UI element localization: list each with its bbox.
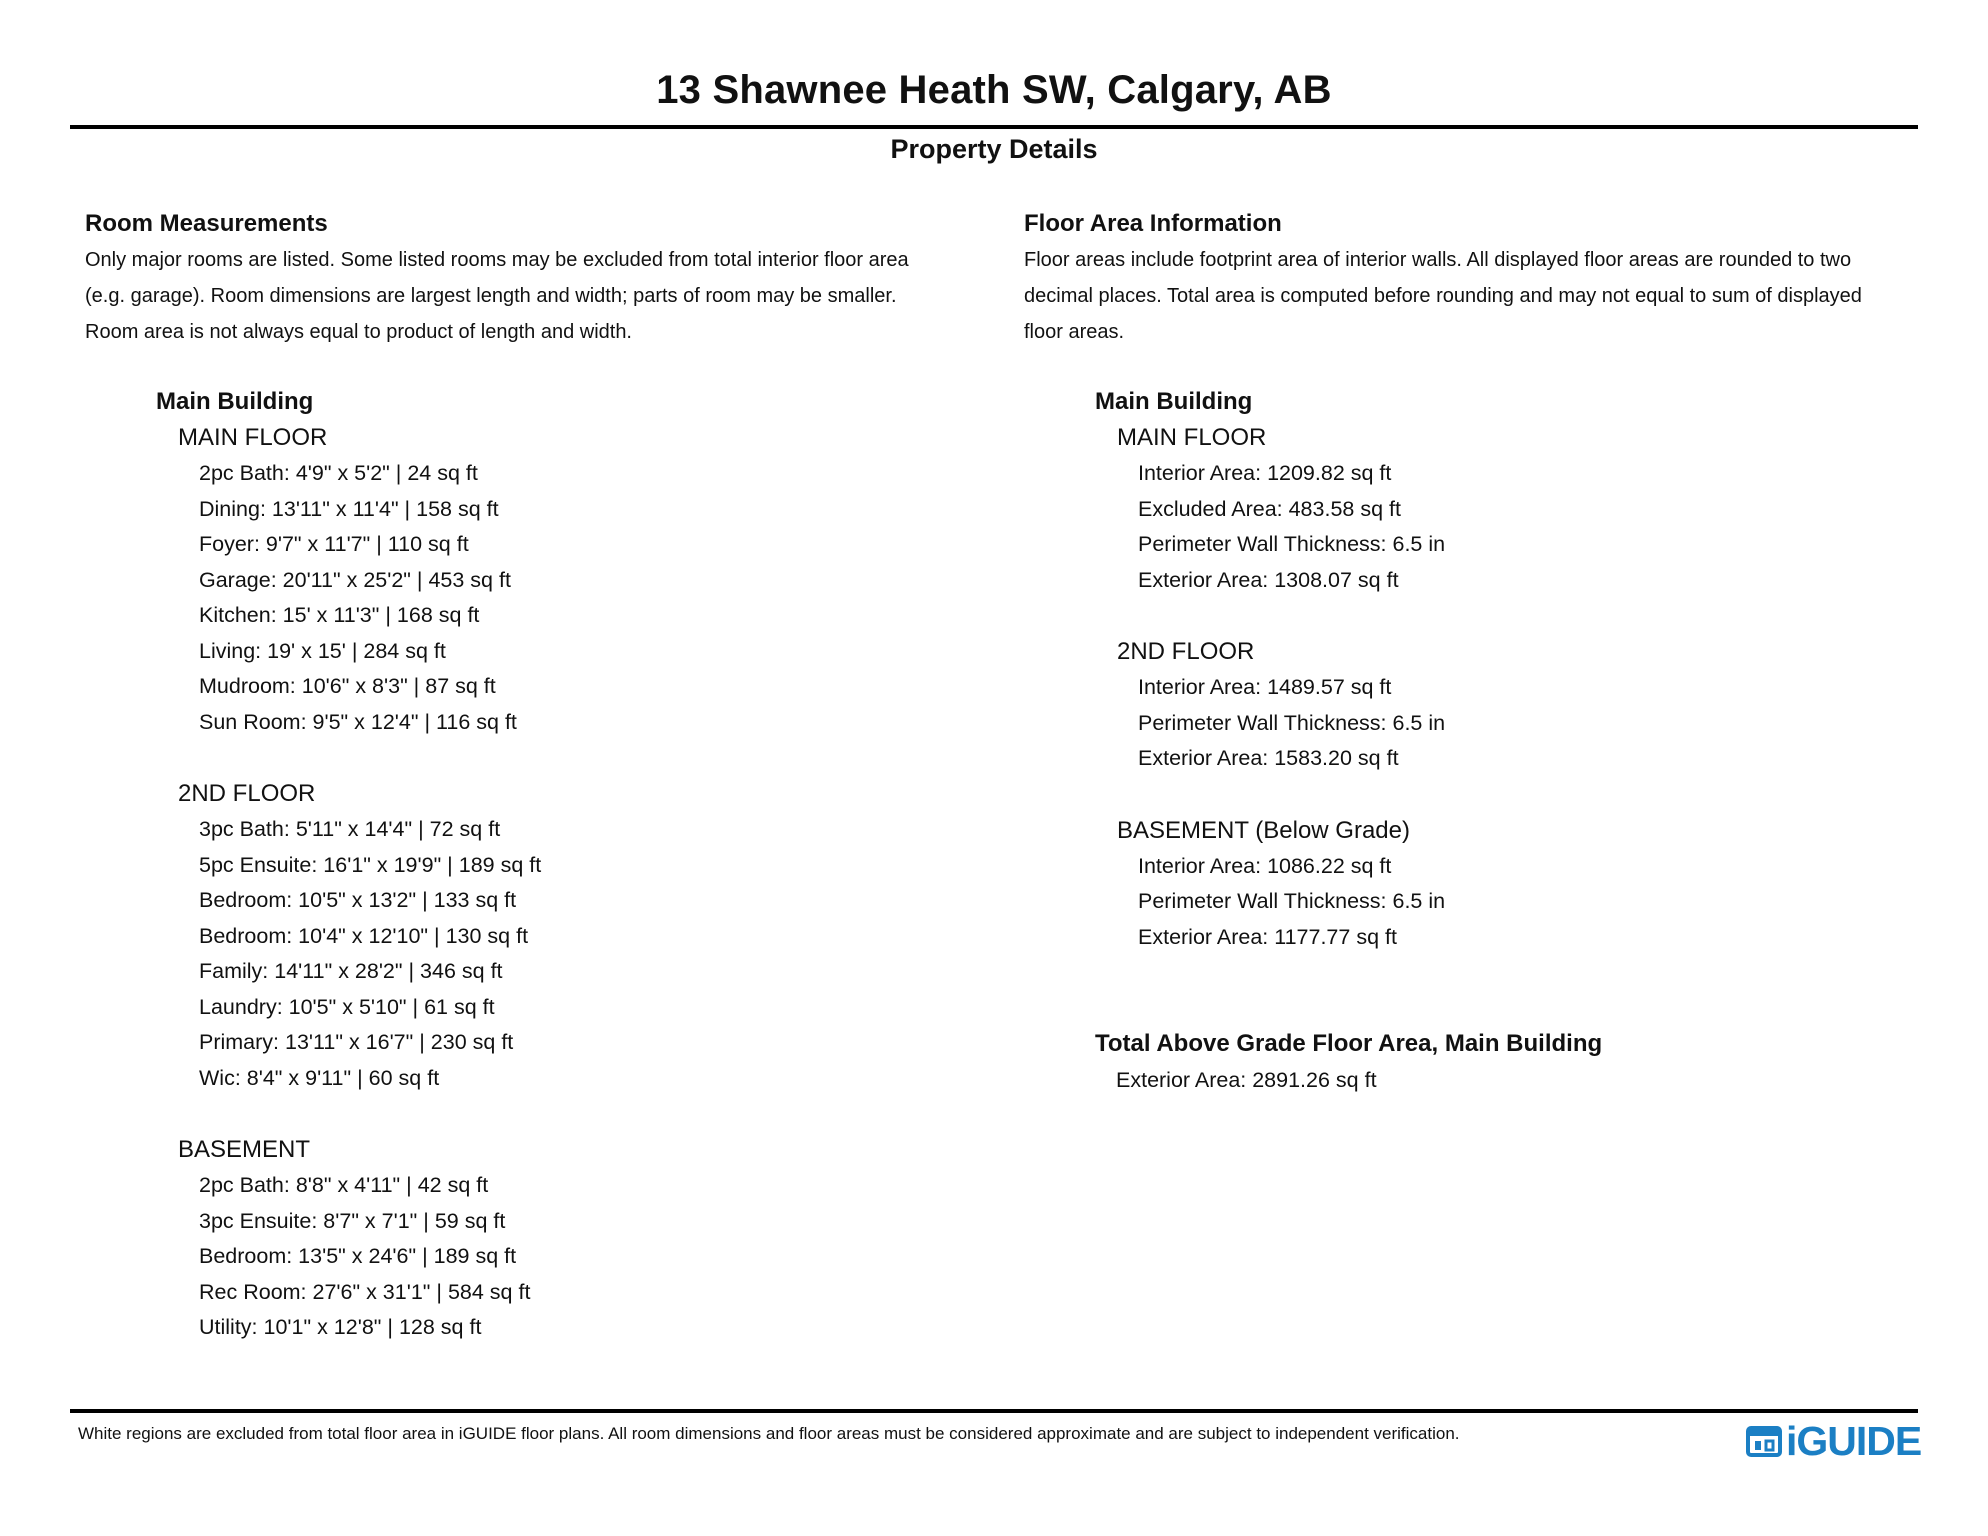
area-item: Exterior Area: 1177.77 sq ft [1138,924,1397,949]
area-item: Perimeter Wall Thickness: 6.5 in [1138,889,1446,913]
area-list [1117,849,1924,956]
room-item: Primary: 13'11" x 16'7" | 230 sq ft [199,1030,514,1054]
room-item: Rec Room: 27'6" x 31'1" | 584 sq ft [199,1279,531,1304]
room-item: Living: 19' x 15' | 284 sq ft [199,638,446,663]
area-item: Exterior Area: 1308.07 sq ft [1138,567,1399,592]
room-item: Sun Room: 9'5" x 12'4" | 116 sq ft [199,709,517,734]
floor-area-heading: Floor Area Information [1024,210,1282,237]
room-item: Bedroom: 10'5" x 13'2" | 133 sq ft [199,888,517,912]
room-item: Laundry: 10'5" x 5'10" | 61 sq ft [199,994,495,1019]
room-item: Bedroom: 10'4" x 12'10" | 130 sq ft [199,923,529,948]
room-item: 5pc Ensuite: 16'1" x 19'9" | 189 sq ft [199,852,542,877]
iguide-logo-icon [1746,1424,1782,1458]
page-subtitle: Property Details [890,134,1098,164]
room-item: 3pc Bath: 5'11" x 14'4" | 72 sq ft [199,817,501,841]
total-area-block [1095,1026,1924,1098]
area-list [1117,456,1924,598]
room-item: Family: 14'11" x 28'2" | 346 sq ft [199,959,503,983]
area-item: Interior Area: 1209.82 sq ft [1138,461,1392,485]
floor-heading: BASEMENT (Below Grade) [1117,816,1410,844]
room-item: Kitchen: 15' x 11'3" | 168 sq ft [199,603,480,627]
area-list [1117,670,1924,777]
area-floor-second [1117,634,1924,777]
floor-main [178,420,985,740]
area-item: Interior Area: 1489.57 sq ft [1138,675,1392,699]
room-item: Dining: 13'11" x 11'4" | 158 sq ft [199,496,499,521]
total-area-value: Exterior Area: 2891.26 sq ft [1116,1068,1377,1092]
floor-basement [178,1132,985,1346]
room-building-block [85,384,985,1346]
floor-area-section [1024,206,1924,1098]
header-divider [70,125,1918,129]
room-measurements-heading: Room Measurements [85,210,328,237]
room-item: Foyer: 9'7" x 11'7" | 110 sq ft [199,532,469,556]
footer-disclaimer: White regions are excluded from total floor area in iGUIDE floor plans. All room dimensions and floor areas must be considered approximate and are subject to independent verification. [78,1424,1460,1443]
floor-second [178,776,985,1096]
room-item: Garage: 20'11" x 25'2" | 453 sq ft [199,567,511,592]
room-measurements-section [85,206,985,1346]
room-list [178,812,985,1096]
area-floor-main [1117,420,1924,598]
room-item: Wic: 8'4" x 9'11" | 60 sq ft [199,1065,440,1090]
room-item: 2pc Bath: 8'8" x 4'11" | 42 sq ft [199,1173,489,1197]
floor-area-description [1024,242,1924,350]
footer-divider [70,1409,1918,1413]
room-item: 2pc Bath: 4'9" x 5'2" | 24 sq ft [199,461,478,485]
logo-text: iGUIDE [1786,1417,1922,1464]
floor-heading: 2ND FLOOR [178,780,316,807]
floor-heading: MAIN FLOOR [178,424,328,451]
page-title: 13 Shawnee Heath SW, Calgary, AB [656,68,1332,112]
description-line: (e.g. garage). Room dimensions are largest length and width; parts of room may be smaller. [85,285,897,307]
description-line: Only major rooms are listed. Some listed rooms may be excluded from total interior floor area [85,249,909,271]
area-item: Exterior Area: 1583.20 sq ft [1138,746,1399,770]
area-item: Interior Area: 1086.22 sq ft [1138,853,1392,878]
building-heading: Main Building [156,388,314,415]
area-building-block [1024,384,1924,1098]
building-heading: Main Building [1095,388,1253,415]
iguide-logo [1746,1416,1921,1466]
room-item: 3pc Ensuite: 8'7" x 7'1" | 59 sq ft [199,1208,506,1233]
total-area-heading: Total Above Grade Floor Area, Main Building [1095,1030,1603,1057]
description-line: floor areas. [1024,321,1125,343]
floor-heading: BASEMENT [178,1136,311,1163]
room-item: Bedroom: 13'5" x 24'6" | 189 sq ft [199,1244,517,1268]
area-item: Perimeter Wall Thickness: 6.5 in [1138,532,1446,556]
description-line: decimal places. Total area is computed before rounding and may not equal to sum of displayed [1024,285,1862,307]
floor-heading: MAIN FLOOR [1117,424,1267,451]
description-line: Room area is not always equal to product of length and width. [85,321,632,343]
floor-heading: 2ND FLOOR [1117,638,1255,665]
area-floor-basement [1117,813,1924,956]
room-item: Mudroom: 10'6" x 8'3" | 87 sq ft [199,674,496,698]
description-line: Floor areas include footprint area of interior walls. All displayed floor areas are rounded to two [1024,249,1852,271]
room-list [178,1168,985,1346]
room-list [178,456,985,740]
area-item: Excluded Area: 483.58 sq ft [1138,496,1401,521]
room-measurements-description [85,242,985,350]
room-item: Utility: 10'1" x 12'8" | 128 sq ft [199,1315,482,1339]
area-item: Perimeter Wall Thickness: 6.5 in [1138,710,1446,735]
